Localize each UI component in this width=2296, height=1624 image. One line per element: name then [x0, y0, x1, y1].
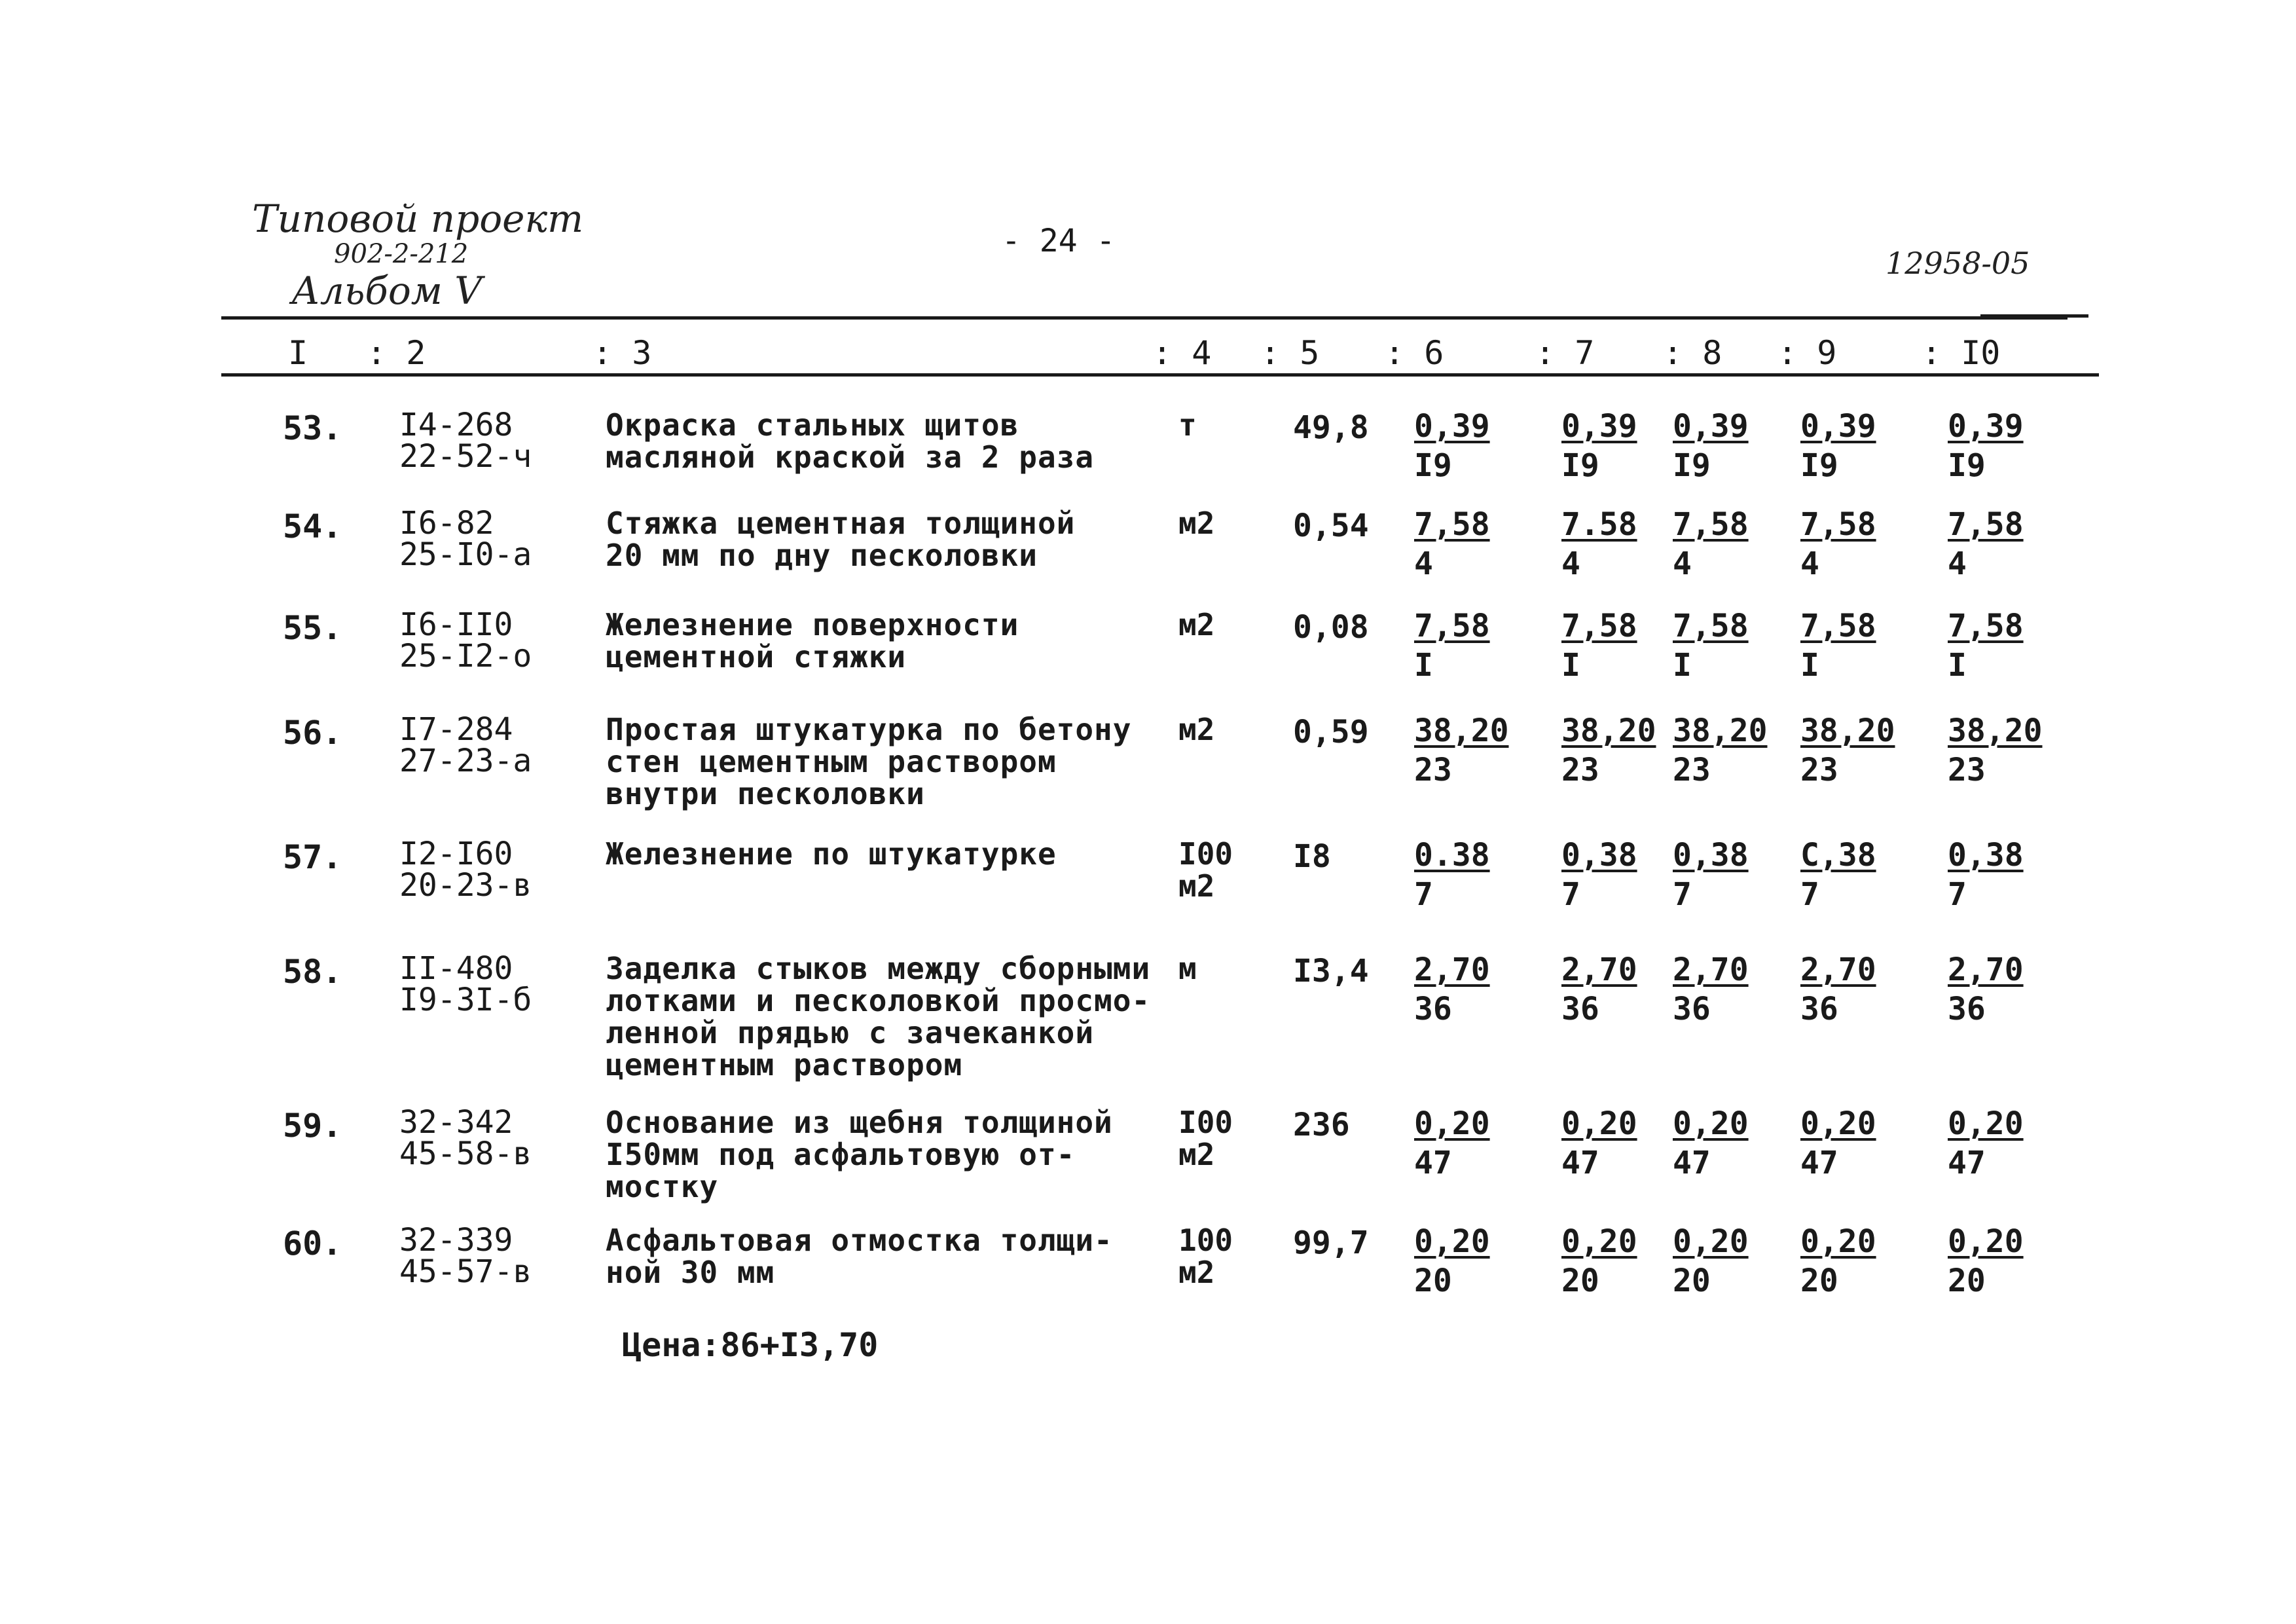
unit-of-measure: м2 [1178, 712, 1215, 747]
unit-of-measure: 100 м2 [1178, 1223, 1233, 1290]
fraction-denominator: 23 [1800, 752, 1838, 788]
value-fraction [1561, 408, 1637, 484]
fraction-numerator: 0,20 [1414, 1105, 1490, 1142]
fraction-denominator: 23 [1948, 752, 1986, 788]
fraction-numerator: 0,20 [1673, 1105, 1749, 1142]
fraction-numerator: 0,20 [1561, 1105, 1637, 1142]
value-fraction [1561, 837, 1637, 913]
quantity: 236 [1293, 1107, 1350, 1143]
column-header-8: : 8 [1663, 334, 1722, 372]
work-description: Заделка стыков между сборными лотками и песколовкой просмо- ленной прядью с зачеканкой цементным раствором [606, 951, 1151, 1082]
fraction-numerator: 0,20 [1561, 1223, 1637, 1260]
quantity: 0,54 [1293, 507, 1369, 544]
fraction-denominator: 7 [1561, 876, 1580, 913]
unit-of-measure: м [1178, 951, 1197, 986]
fraction-denominator: 20 [1948, 1263, 1986, 1299]
fraction-denominator: 36 [1414, 991, 1452, 1027]
fraction-denominator: 47 [1800, 1145, 1838, 1181]
value-fraction [1800, 712, 1895, 788]
fraction-denominator: 23 [1414, 752, 1452, 788]
fraction-denominator: I [1673, 647, 1692, 684]
value-fraction [1673, 1223, 1749, 1299]
fraction-denominator: 7 [1673, 876, 1692, 913]
fraction-denominator: I [1948, 647, 1967, 684]
value-fraction [1561, 951, 1637, 1027]
column-header-10: : I0 [1922, 334, 2001, 372]
fraction-denominator: 4 [1673, 545, 1692, 582]
fraction-numerator: 7.58 [1561, 506, 1637, 543]
value-fraction [1948, 408, 2024, 484]
fraction-denominator: 4 [1414, 545, 1433, 582]
column-header-4: : 4 [1152, 334, 1212, 372]
value-fraction [1800, 837, 1876, 913]
fraction-denominator: 47 [1561, 1145, 1599, 1181]
rate-code: I6-82 [399, 505, 494, 542]
column-header-6: : 6 [1385, 334, 1444, 372]
work-description: Окраска стальных щитов масляной краской за 2 раза [606, 407, 1095, 475]
value-fraction [1673, 837, 1749, 913]
fraction-denominator: I9 [1561, 447, 1599, 484]
fraction-denominator: 4 [1561, 545, 1580, 582]
fraction-numerator: 7,58 [1414, 608, 1490, 644]
fraction-denominator: 7 [1800, 876, 1819, 913]
fraction-denominator: 47 [1673, 1145, 1711, 1181]
fraction-numerator: 38,20 [1673, 712, 1768, 749]
project-code: 902-2-212 [334, 239, 469, 269]
fraction-numerator: 38,20 [1800, 712, 1895, 749]
row-number: 55. [283, 609, 342, 647]
fraction-denominator: I9 [1673, 447, 1711, 484]
fraction-numerator: 0,39 [1561, 408, 1637, 445]
row-number: 54. [283, 507, 342, 545]
value-fraction [1561, 1223, 1637, 1299]
quantity: 0,08 [1293, 609, 1369, 646]
quantity: 99,7 [1293, 1225, 1369, 1261]
row-number: 57. [283, 838, 342, 876]
table-top-rule [221, 316, 2068, 320]
value-fraction [1800, 1105, 1876, 1181]
value-fraction [1800, 506, 1876, 582]
fraction-denominator: 20 [1414, 1263, 1452, 1299]
row-number: 53. [283, 409, 342, 447]
fraction-denominator: 7 [1414, 876, 1433, 913]
fraction-numerator: 0,38 [1561, 837, 1637, 874]
fraction-denominator: 47 [1948, 1145, 1986, 1181]
fraction-numerator: 0,38 [1673, 837, 1749, 874]
fraction-denominator: 23 [1561, 752, 1599, 788]
rate-code: 32-339 [399, 1222, 513, 1259]
fraction-numerator: 0,38 [1948, 837, 2024, 874]
fraction-denominator: 47 [1414, 1145, 1452, 1181]
work-description: Асфальтовая отмостка толщи- ной 30 мм [606, 1223, 1113, 1290]
work-description: Железнение по штукатурке [606, 836, 1057, 872]
fraction-denominator: I [1414, 647, 1433, 684]
value-fraction [1673, 951, 1749, 1027]
fraction-denominator: 7 [1948, 876, 1967, 913]
fraction-numerator: 0,20 [1414, 1223, 1490, 1260]
rate-code-secondary: 27-23-а [399, 743, 532, 779]
fraction-denominator: 20 [1561, 1263, 1599, 1299]
rate-code-secondary: 20-23-в [399, 867, 532, 904]
value-fraction [1948, 1223, 2024, 1299]
fraction-numerator: 38,20 [1948, 712, 2043, 749]
fraction-denominator: I9 [1800, 447, 1838, 484]
fraction-numerator: 2,70 [1561, 951, 1637, 988]
value-fraction [1414, 1105, 1490, 1181]
value-fraction [1800, 408, 1876, 484]
quantity: 0,59 [1293, 714, 1369, 750]
value-fraction [1673, 506, 1749, 582]
rate-code-secondary: I9-3I-б [399, 982, 532, 1018]
unit-of-measure: I00 м2 [1178, 836, 1233, 904]
fraction-numerator: 0,39 [1948, 408, 2024, 445]
fraction-denominator: 4 [1800, 545, 1819, 582]
row-number: 56. [283, 714, 342, 752]
project-title: Типовой проект [252, 196, 584, 241]
fraction-numerator: 7,58 [1414, 506, 1490, 543]
fraction-numerator: 0,20 [1673, 1223, 1749, 1260]
fraction-numerator: 7,58 [1673, 608, 1749, 644]
value-fraction [1948, 837, 2024, 913]
work-description: Основание из щебня толщиной I50мм под асфальтовую от- мостку [606, 1105, 1113, 1204]
value-fraction [1414, 408, 1490, 484]
rate-code: 32-342 [399, 1104, 513, 1141]
value-fraction [1561, 506, 1637, 582]
quantity: I8 [1293, 838, 1331, 875]
value-fraction [1414, 837, 1490, 913]
value-fraction [1414, 1223, 1490, 1299]
fraction-numerator: 0,20 [1948, 1223, 2024, 1260]
column-header-7: : 7 [1535, 334, 1595, 372]
value-fraction [1561, 712, 1656, 788]
value-fraction [1673, 712, 1768, 788]
fraction-numerator: 7,58 [1948, 608, 2024, 644]
value-fraction [1948, 506, 2024, 582]
rate-code-secondary: 25-I0-а [399, 536, 532, 573]
rate-code: I6-II0 [399, 606, 513, 643]
quantity: I3,4 [1293, 953, 1369, 989]
fraction-numerator: 7,58 [1800, 608, 1876, 644]
rate-code: I7-284 [399, 711, 513, 748]
quantity: 49,8 [1293, 409, 1369, 446]
unit-of-measure: т [1178, 407, 1197, 443]
fraction-denominator: 36 [1673, 991, 1711, 1027]
rate-code-secondary: 45-58-в [399, 1135, 532, 1172]
fraction-numerator: 7,58 [1673, 506, 1749, 543]
fraction-denominator: 20 [1800, 1263, 1838, 1299]
fraction-denominator: 36 [1800, 991, 1838, 1027]
document-number: 12958-05 [1886, 246, 2030, 281]
fraction-denominator: 36 [1561, 991, 1599, 1027]
value-fraction [1673, 1105, 1749, 1181]
row-number: 60. [283, 1225, 342, 1263]
column-header-5: : 5 [1260, 334, 1320, 372]
row-number: 59. [283, 1107, 342, 1145]
value-fraction [1561, 608, 1637, 684]
fraction-denominator: 4 [1948, 545, 1967, 582]
album-label: Альбом V [291, 268, 483, 313]
fraction-numerator: 2,70 [1800, 951, 1876, 988]
rate-code-secondary: 25-I2-о [399, 638, 532, 674]
fraction-numerator: 7,58 [1561, 608, 1637, 644]
fraction-denominator: I [1800, 647, 1819, 684]
value-fraction [1414, 712, 1509, 788]
fraction-numerator: 0,20 [1800, 1223, 1876, 1260]
value-fraction [1561, 1105, 1637, 1181]
value-fraction [1948, 608, 2024, 684]
fraction-numerator: С,38 [1800, 837, 1876, 874]
fraction-numerator: 0,39 [1800, 408, 1876, 445]
fraction-denominator: I9 [1414, 447, 1452, 484]
fraction-numerator: 0,39 [1673, 408, 1749, 445]
header-bottom-rule [221, 373, 2099, 377]
unit-of-measure: м2 [1178, 607, 1215, 642]
fraction-denominator: I9 [1948, 447, 1986, 484]
column-header-2: : 2 [367, 334, 426, 372]
rate-code-secondary: 45-57-в [399, 1253, 532, 1290]
page-number: - 24 - [1002, 223, 1116, 259]
value-fraction [1414, 608, 1490, 684]
rate-code: I4-268 [399, 407, 513, 443]
work-description: Стяжка цементная толщиной 20 мм по дну песколовки [606, 506, 1076, 573]
column-header-1: I [288, 334, 308, 372]
value-fraction [1414, 951, 1490, 1027]
fraction-numerator: 2,70 [1673, 951, 1749, 988]
price-note: Цена:86+I3,70 [622, 1326, 879, 1364]
rate-code: II-480 [399, 950, 513, 987]
unit-of-measure: I00 м2 [1178, 1105, 1233, 1172]
value-fraction [1948, 1105, 2024, 1181]
fraction-numerator: 38,20 [1561, 712, 1656, 749]
fraction-numerator: 2,70 [1414, 951, 1490, 988]
unit-of-measure: м2 [1178, 506, 1215, 541]
column-header-3: : 3 [592, 334, 652, 372]
work-description: Простая штукатурка по бетону стен цементным раствором внутри песколовки [606, 712, 1132, 811]
column-header-9: : 9 [1777, 334, 1837, 372]
value-fraction [1948, 951, 2024, 1027]
value-fraction [1800, 951, 1876, 1027]
fraction-numerator: 2,70 [1948, 951, 2024, 988]
fraction-numerator: 0.38 [1414, 837, 1490, 874]
work-description: Железнение поверхности цементной стяжки [606, 607, 1019, 674]
fraction-numerator: 0,20 [1800, 1105, 1876, 1142]
value-fraction [1800, 1223, 1876, 1299]
value-fraction [1948, 712, 2043, 788]
fraction-denominator: I [1561, 647, 1580, 684]
value-fraction [1673, 608, 1749, 684]
rate-code: I2-I60 [399, 836, 513, 872]
fraction-numerator: 0,20 [1948, 1105, 2024, 1142]
fraction-numerator: 38,20 [1414, 712, 1509, 749]
fraction-denominator: 20 [1673, 1263, 1711, 1299]
table-top-rule-short [1980, 314, 2088, 318]
row-number: 58. [283, 953, 342, 991]
fraction-denominator: 23 [1673, 752, 1711, 788]
fraction-numerator: 7,58 [1800, 506, 1876, 543]
fraction-numerator: 0,39 [1414, 408, 1490, 445]
value-fraction [1673, 408, 1749, 484]
rate-code-secondary: 22-52-ч [399, 438, 532, 475]
fraction-numerator: 7,58 [1948, 506, 2024, 543]
fraction-denominator: 36 [1948, 991, 1986, 1027]
value-fraction [1414, 506, 1490, 582]
value-fraction [1800, 608, 1876, 684]
